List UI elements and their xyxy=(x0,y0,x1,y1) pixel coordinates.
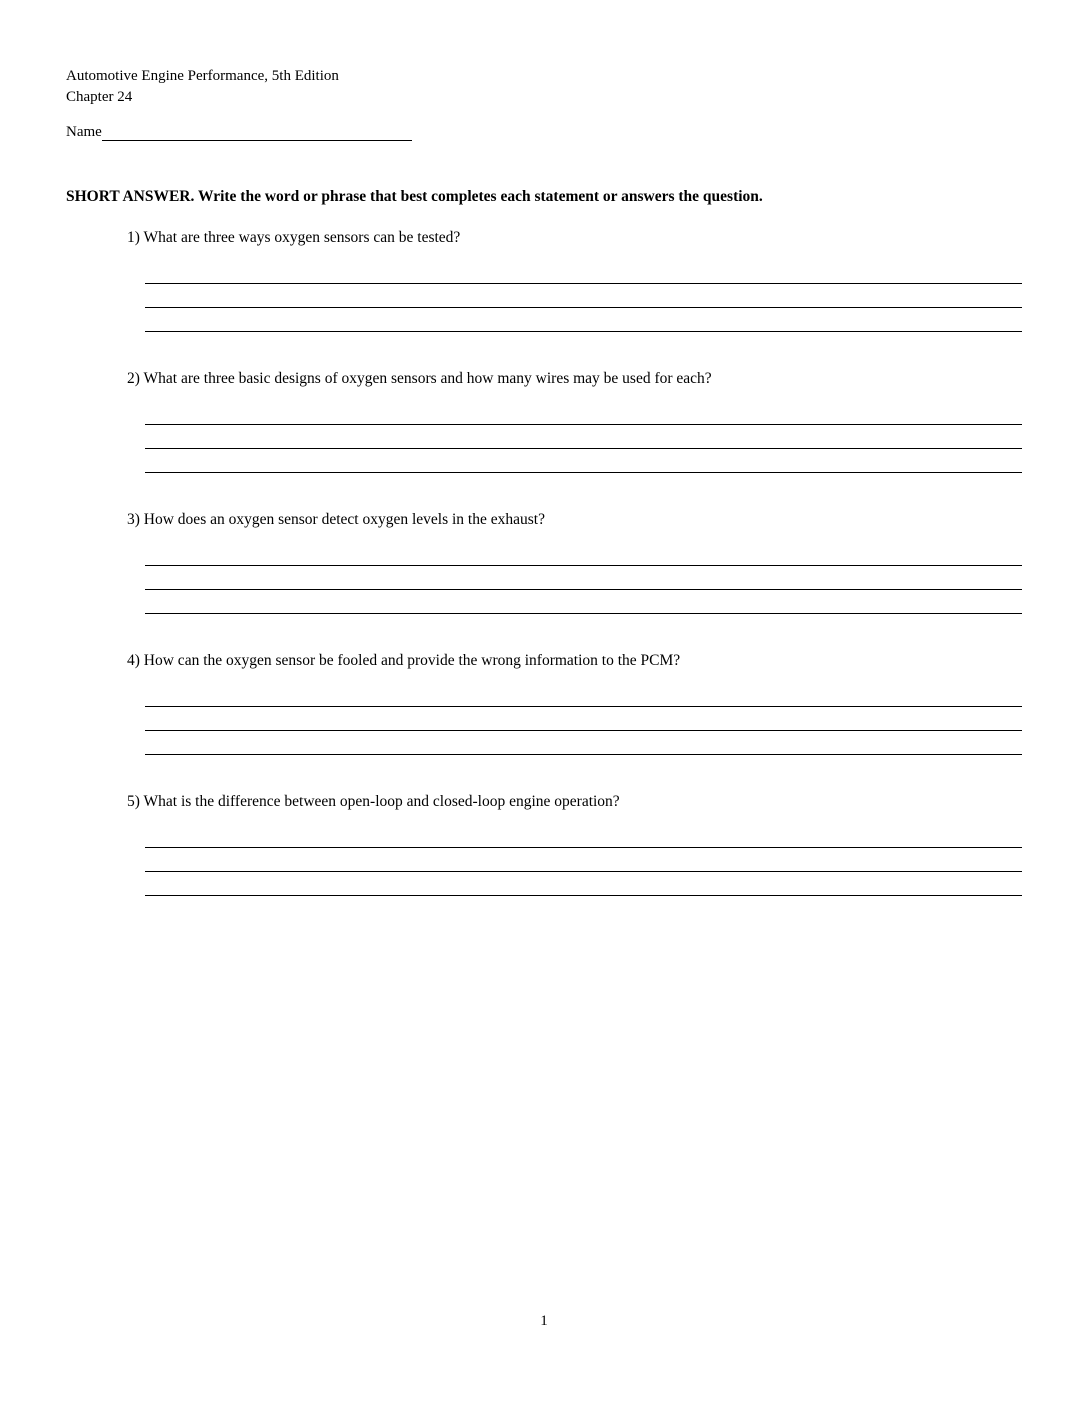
question-body: What is the difference between open-loop and closed-loop engine operation? xyxy=(143,793,620,810)
answer-lines xyxy=(145,683,1022,755)
answer-blank-line xyxy=(145,401,1022,425)
question-number: 3) xyxy=(127,511,140,528)
question-body: How can the oxygen sensor be fooled and provide the wrong information to the PCM? xyxy=(143,652,681,669)
answer-blank-line xyxy=(145,425,1022,449)
question-3 xyxy=(127,510,1022,614)
answer-blank-line xyxy=(145,707,1022,731)
answer-blank-line xyxy=(145,308,1022,332)
question-5 xyxy=(127,792,1022,896)
document-header xyxy=(66,66,339,108)
question-4 xyxy=(127,651,1022,755)
chapter-label: Chapter 24 xyxy=(66,89,133,105)
book-title: Automotive Engine Performance, 5th Edition xyxy=(66,68,339,84)
section-instructions: SHORT ANSWER. Write the word or phrase that best completes each statement or answers the question. xyxy=(66,188,763,205)
question-text xyxy=(127,228,1022,247)
answer-blank-line xyxy=(145,683,1022,707)
question-text xyxy=(127,651,1022,670)
question-number: 4) xyxy=(127,652,140,669)
question-number: 2) xyxy=(127,370,140,387)
answer-lines xyxy=(145,401,1022,473)
answer-blank-line xyxy=(145,731,1022,755)
answer-blank-line xyxy=(145,284,1022,308)
question-body: What are three basic designs of oxygen sensors and how many wires may be used for each? xyxy=(143,370,712,387)
answer-lines xyxy=(145,542,1022,614)
name-label: Name xyxy=(66,124,102,140)
question-list xyxy=(127,228,1022,933)
name-blank-line xyxy=(102,125,412,141)
page-number: 1 xyxy=(540,1313,548,1329)
name-row xyxy=(66,124,412,141)
question-1 xyxy=(127,228,1022,332)
question-2 xyxy=(127,369,1022,473)
question-number: 1) xyxy=(127,229,140,246)
answer-blank-line xyxy=(145,260,1022,284)
question-text xyxy=(127,510,1022,529)
question-body: What are three ways oxygen sensors can be tested? xyxy=(143,229,461,246)
question-text xyxy=(127,792,1022,811)
answer-blank-line xyxy=(145,449,1022,473)
question-body: How does an oxygen sensor detect oxygen levels in the exhaust? xyxy=(143,511,545,528)
answer-blank-line xyxy=(145,848,1022,872)
question-number: 5) xyxy=(127,793,140,810)
answer-blank-line xyxy=(145,824,1022,848)
question-text xyxy=(127,369,1022,388)
answer-blank-line xyxy=(145,590,1022,614)
answer-lines xyxy=(145,260,1022,332)
answer-blank-line xyxy=(145,566,1022,590)
answer-lines xyxy=(145,824,1022,896)
answer-blank-line xyxy=(145,872,1022,896)
answer-blank-line xyxy=(145,542,1022,566)
